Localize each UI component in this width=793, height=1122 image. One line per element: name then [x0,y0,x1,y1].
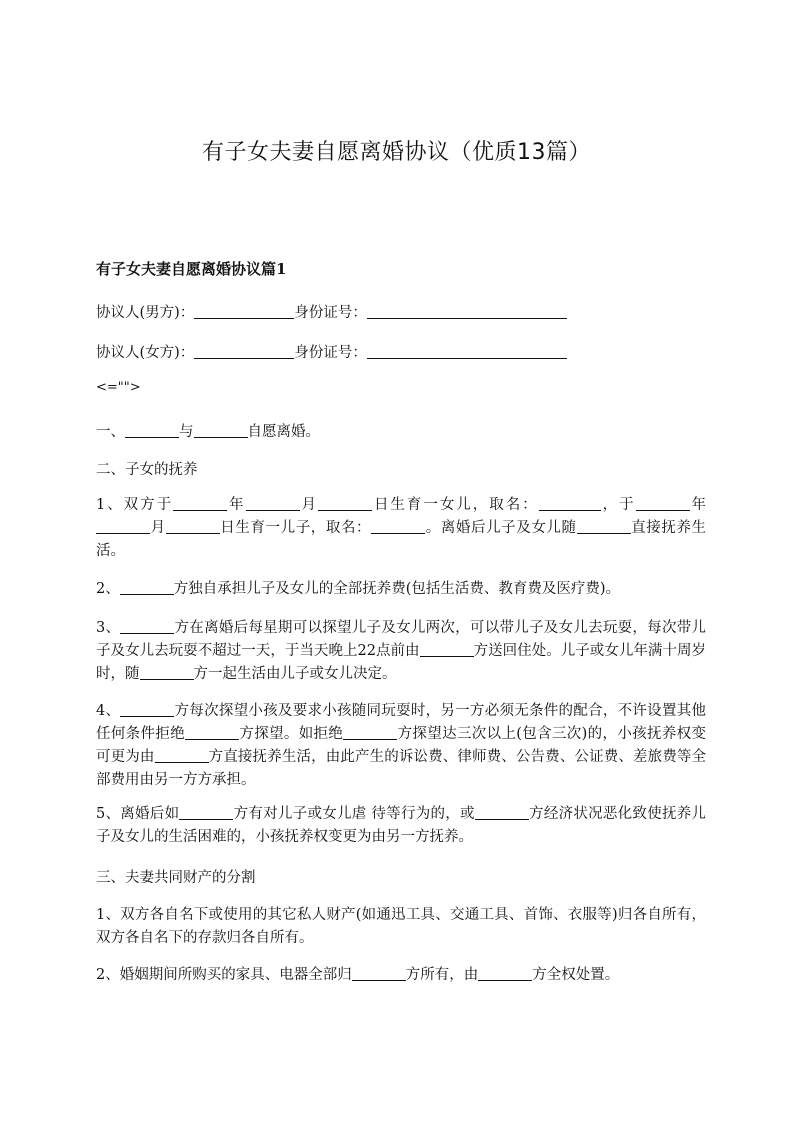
blank-field [166,519,220,535]
text-run: 年 [689,497,707,513]
text-run: 月 [150,520,166,536]
item-one [96,421,320,443]
id-label: 身份证号： [294,345,367,361]
text-run: 方探望达三次以上(包含三次)的，小孩抚养权变可更为由 [96,726,707,765]
id-blank [367,344,567,360]
text-run: 方直接抚养生活，由此产生的诉讼费、律师费、公告费、公证费、差旅费等全部费用由另一方方承担。 [96,749,707,788]
blank-field [636,496,690,512]
text-run: 1、双方于 [96,497,174,513]
blank-field [120,619,174,635]
blank-field [120,580,174,596]
blank-field [478,966,532,982]
blank-field [352,966,406,982]
item-one-conj: 与 [179,424,194,440]
party-male-line [96,302,567,324]
blank-field [140,665,194,681]
blank-field [371,519,425,535]
text-run: 。离婚后儿子及女儿随 [425,520,577,536]
text-run: 方探望。如拒绝 [239,726,344,742]
paragraph-3 [96,617,706,686]
id-blank [367,304,567,320]
document-title: 有子女夫妻自愿离婚协议（优质13篇） [202,140,591,165]
text-run: 日生育一女儿，取名： [371,497,539,513]
paragraph-5 [96,803,706,849]
text-run: 月 [299,497,318,513]
paragraph-1 [96,494,706,563]
blank-field [577,519,631,535]
name-blank [194,304,294,320]
text-run: 日生育一儿子，取名： [219,520,372,536]
item-one-suffix: 自愿离婚。 [247,424,320,440]
text-run: 方独自承担儿子及女儿的全部抚养费(包括生活费、教育费及医疗费)。 [173,581,621,597]
text-run: 方全权处置。 [532,967,620,983]
text-run: 方经济状况恶化致使抚养儿子及女儿的生活困难的，小孩抚养权变更为由另一方抚养。 [96,806,706,845]
heading-three: 三、夫妻共同财产的分割 [96,870,256,886]
text-run: 3、 [96,620,121,636]
text-run: 年 [227,497,246,513]
blank-field [179,805,233,821]
text-run: 方每次探望小孩及要求小孩随同玩耍时，另一方必须无条件的配合，不许设置其他任何条件拒绝 [96,703,706,742]
text-run: 4、 [96,703,121,719]
party-male-label: 协议人(男方)： [96,305,195,321]
code-fragment: <=""> [96,380,141,395]
blank-field [318,496,372,512]
property-paragraph-1 [96,904,706,950]
party-female-label: 协议人(女方)： [96,345,195,361]
item-one-prefix: 一、 [96,424,125,440]
text-run: 方有对儿子或女儿虐 待等行为的，或 [233,806,475,822]
blank-field [96,519,150,535]
blank-field [343,725,397,741]
id-label: 身份证号： [294,305,367,321]
name-blank [194,344,294,360]
blank-field [155,748,209,764]
blank-field [475,805,529,821]
section-heading: 有子女夫妻自愿离婚协议篇1 [96,260,287,278]
blank-field [194,423,248,439]
paragraph-4 [96,700,706,792]
text-run: 2、 [96,581,120,597]
blank-field [185,725,239,741]
text-run: 2、婚姻期间所购买的家具、电器全部归 [96,967,352,983]
text-run: 直接抚养生活。 [96,520,707,559]
paragraph-2 [96,578,706,601]
text-run: ，于 [600,497,636,513]
blank-field [539,496,601,512]
blank-field [246,496,300,512]
blank-field [125,423,179,439]
text-run: 方一起生活由儿子或女儿决定。 [193,666,397,682]
blank-field [420,642,474,658]
text-run: 方在离婚后每星期可以探望儿子及女儿两次，可以带儿子及女儿去玩耍，每次带儿子及女儿去玩耍不超过一天，于当天晚上22点前由 [96,620,706,659]
text-run: 5、离婚后如 [96,806,180,822]
blank-field [120,702,174,718]
heading-two: 二、子女的抚养 [96,462,198,478]
text-run: 方所有，由 [405,967,479,983]
blank-field [173,496,227,512]
party-female-line [96,342,567,364]
text-run: 1、双方各自名下或使用的其它私人财产(如通迅工具、交通工具、首饰、衣服等)归各自所有，双方各自名下的存款归各自所有。 [96,907,706,946]
text-run: 方送回住处。儿子或女儿年满十周岁时，随 [96,643,707,682]
property-paragraph-2 [96,964,706,987]
